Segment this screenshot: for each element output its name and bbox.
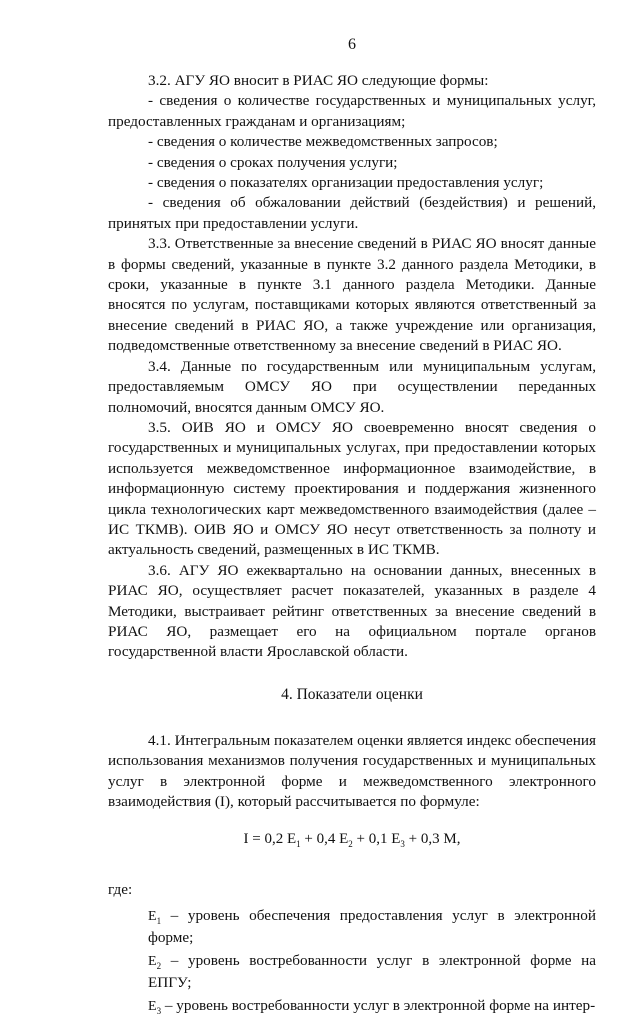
list-item: - сведения об обжаловании действий (бездействия) и решений, принятых при предоставлении услуги. bbox=[108, 194, 596, 232]
formula-text: + 0,4 E bbox=[300, 831, 349, 848]
definition-item bbox=[108, 996, 596, 1017]
list-item: - сведения о количестве межведомственных запросов; bbox=[148, 133, 498, 151]
definition-subscript: 3 bbox=[156, 1006, 162, 1017]
definition-text: – уровень востребованности услуг в электронной форме на ЕПГУ; bbox=[148, 952, 596, 991]
definition-subscript: 2 bbox=[156, 961, 162, 972]
definition-symbol: E bbox=[148, 999, 157, 1015]
list-item: - сведения о количестве государственных и муниципальных услуг, предоставленных гражданам и организациям; bbox=[108, 92, 596, 130]
formula-subscript: 3 bbox=[400, 839, 405, 850]
definition-symbol: E bbox=[148, 954, 157, 970]
formula-text: I = 0,2 E bbox=[243, 831, 297, 848]
definition-subscript: 1 bbox=[156, 916, 162, 927]
formula-text: + 0,3 M, bbox=[404, 831, 461, 848]
definition-symbol: E bbox=[148, 909, 157, 925]
definition-text: – уровень востребованности услуг в электронной форме на интер- bbox=[161, 997, 596, 1015]
page-number: 6 bbox=[348, 36, 356, 53]
paragraph-4-1: 4.1. Интегральным показателем оценки является индекс обеспечения использования механизмов получения государственных и муниципальных услуг в электронной форме и межведомственного электронного взаимодействия (I), который рассчитывается по формуле: bbox=[108, 731, 596, 810]
list-item: - сведения о сроках получения услуги; bbox=[148, 153, 398, 171]
paragraph-3-4: 3.4. Данные по государственным или муниципальным услугам, предоставляемым ОМСУ ЯО при осуществлении переданных полномочий, вносятся данным ОМСУ ЯО. bbox=[108, 357, 596, 416]
formula-subscript: 2 bbox=[348, 839, 353, 850]
definition-text: – уровень обеспечения предоставления услуг в электронной форме; bbox=[148, 907, 596, 946]
paragraph-3-5: 3.5. ОИВ ЯО и ОМСУ ЯО своевременно вносят сведения о государственных и муниципальных услугах, при предоставлении которых используется межведомственное информационное взаимодействие, в информационную систему проектирования и поддержания жизненного цикла технологических карт межведомственного взаимодействия (далее – ИС ТКМВ). ОИВ ЯО и ОМСУ ЯО несут ответственность за полноту и актуальность сведений, размещенных в ИС ТКМВ. bbox=[108, 418, 596, 559]
paragraph-3-2-title: 3.2. АГУ ЯО вносит в РИАС ЯО следующие формы: bbox=[148, 72, 489, 89]
formula-subscript: 1 bbox=[296, 839, 301, 850]
section-heading: 4. Показатели оценки bbox=[281, 685, 423, 703]
formula-text: + 0,1 E bbox=[352, 831, 401, 848]
definition-item bbox=[108, 951, 596, 993]
formula bbox=[108, 828, 596, 850]
list-item: - сведения о показателях организации предоставления услуг; bbox=[148, 174, 544, 192]
definition-item bbox=[108, 906, 596, 948]
paragraph-3-6: 3.6. АГУ ЯО ежеквартально на основании данных, внесенных в РИАС ЯО, осуществляет расчет показателей, указанных в разделе 4 Методики, выстраивает рейтинг ответственных за внесение сведений в РИАС ЯО, размещает его на официальном портале органов государственной власти Ярославской области. bbox=[108, 561, 596, 661]
paragraph-3-3: 3.3. Ответственные за внесение сведений в РИАС ЯО вносят данные в формы сведений, указанные в пункте 3.2 данного раздела Методики, в сроки, указанные в пункте 3.1 данного раздела Методики. Данные вносятся по услугам, поставщиками которых являются ответственный за внесение сведений в РИАС ЯО, а также учреждение или организация, подведомственные ответственному за внесение сведений в РИАС ЯО. bbox=[108, 235, 596, 355]
where-label: где: bbox=[108, 881, 133, 899]
